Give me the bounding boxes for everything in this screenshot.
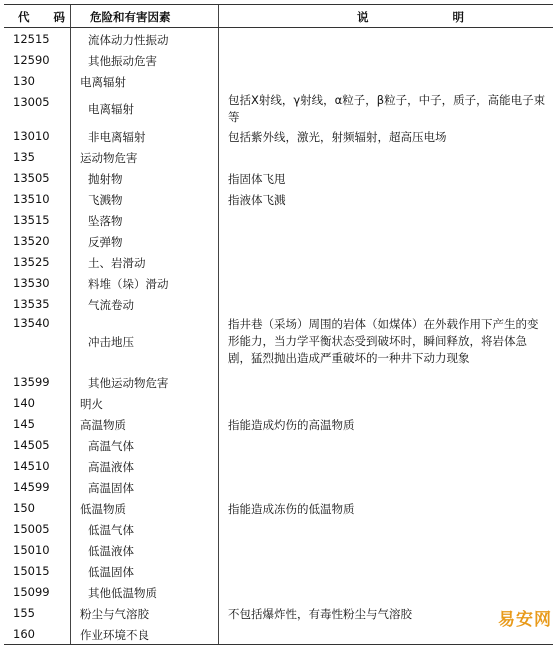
table-row bbox=[4, 392, 553, 413]
row-factor: 料堆（垛）滑动 bbox=[88, 277, 169, 291]
table-row bbox=[4, 125, 553, 146]
row-description: 不包括爆炸性，有毒性粉尘与气溶胶 bbox=[228, 607, 412, 621]
row-factor: 低温液体 bbox=[88, 544, 134, 558]
row-factor: 反弹物 bbox=[88, 235, 123, 249]
row-code: 13530 bbox=[13, 276, 50, 290]
row-code: 15099 bbox=[13, 585, 50, 599]
row-factor: 运动物危害 bbox=[80, 151, 138, 165]
row-factor: 其他低温物质 bbox=[88, 586, 157, 600]
row-factor: 低温固体 bbox=[88, 565, 134, 579]
row-factor: 高温物质 bbox=[80, 418, 126, 432]
row-factor: 飞溅物 bbox=[88, 193, 123, 207]
table-row bbox=[4, 560, 553, 581]
table-row bbox=[4, 623, 553, 644]
table-row bbox=[4, 293, 553, 314]
table-row bbox=[4, 209, 553, 230]
table-row bbox=[4, 539, 553, 560]
row-factor: 其他运动物危害 bbox=[88, 376, 169, 390]
row-code: 155 bbox=[13, 606, 35, 620]
table-row bbox=[4, 497, 553, 518]
table-row bbox=[4, 371, 553, 392]
table-row bbox=[4, 230, 553, 251]
row-description: 指液体飞溅 bbox=[228, 193, 286, 207]
row-factor: 作业环境不良 bbox=[80, 628, 149, 642]
row-code: 145 bbox=[13, 417, 35, 431]
table-row bbox=[4, 518, 553, 539]
row-code: 14510 bbox=[13, 459, 50, 473]
table-row bbox=[4, 602, 553, 623]
header-factor: 危险和有害因素 bbox=[90, 10, 171, 24]
table-row bbox=[4, 167, 553, 188]
row-factor: 明火 bbox=[80, 397, 103, 411]
row-code: 13535 bbox=[13, 297, 50, 311]
row-code: 13599 bbox=[13, 375, 50, 389]
row-code: 12515 bbox=[13, 32, 50, 46]
row-factor: 高温固体 bbox=[88, 481, 134, 495]
row-code: 140 bbox=[13, 396, 35, 410]
header-code: 代 码 bbox=[18, 10, 76, 24]
row-code: 150 bbox=[13, 501, 35, 515]
table-row bbox=[4, 272, 553, 293]
row-code: 13505 bbox=[13, 171, 50, 185]
row-factor: 坠落物 bbox=[88, 214, 123, 228]
row-code: 13520 bbox=[13, 234, 50, 248]
watermark-logo: 易安网 bbox=[498, 610, 552, 630]
table-row bbox=[4, 314, 553, 371]
row-factor: 冲击地压 bbox=[88, 335, 134, 349]
row-description: 指井巷（采场）周围的岩体（如煤体）在外载作用下产生的变形能力，当力学平衡状态受到破坏时，瞬间释放，将岩体急剧，猛烈抛出造成严重破坏的一种井下动力现象 bbox=[228, 317, 539, 365]
row-factor: 其他振动危害 bbox=[88, 54, 157, 68]
table-row bbox=[4, 251, 553, 272]
row-description: 包括紫外线，激光，射频辐射，超高压电场 bbox=[228, 130, 447, 144]
row-code: 160 bbox=[13, 627, 35, 641]
table-row bbox=[4, 188, 553, 209]
row-factor: 非电离辐射 bbox=[88, 130, 146, 144]
table-row bbox=[4, 91, 553, 125]
row-factor: 高温气体 bbox=[88, 439, 134, 453]
table-row bbox=[4, 413, 553, 434]
table-row bbox=[4, 476, 553, 497]
table-row bbox=[4, 70, 553, 91]
row-factor: 粉尘与气溶胶 bbox=[80, 607, 149, 621]
table-row bbox=[4, 28, 553, 49]
row-factor: 电离辐射 bbox=[80, 75, 126, 89]
row-factor: 流体动力性振动 bbox=[88, 33, 169, 47]
row-code: 13005 bbox=[13, 95, 50, 109]
hazard-table bbox=[4, 4, 553, 645]
row-code: 14505 bbox=[13, 438, 50, 452]
row-code: 13540 bbox=[13, 316, 50, 330]
row-code: 15015 bbox=[13, 564, 50, 578]
row-code: 14599 bbox=[13, 480, 50, 494]
row-code: 12590 bbox=[13, 53, 50, 67]
table-row bbox=[4, 581, 553, 602]
row-code: 15010 bbox=[13, 543, 50, 557]
table-row bbox=[4, 146, 553, 167]
row-code: 13515 bbox=[13, 213, 50, 227]
header-description: 说 明 bbox=[357, 10, 505, 24]
row-code: 13010 bbox=[13, 129, 50, 143]
row-description: 指能造成灼伤的高温物质 bbox=[228, 418, 355, 432]
row-factor: 低温气体 bbox=[88, 523, 134, 537]
row-code: 13525 bbox=[13, 255, 50, 269]
table-row bbox=[4, 434, 553, 455]
row-code: 15005 bbox=[13, 522, 50, 536]
table-body bbox=[4, 28, 553, 644]
row-description: 指固体飞甩 bbox=[228, 172, 286, 186]
row-factor: 高温液体 bbox=[88, 460, 134, 474]
row-factor: 电离辐射 bbox=[88, 102, 134, 116]
row-factor: 气流卷动 bbox=[88, 298, 134, 312]
row-description: 指能造成冻伤的低温物质 bbox=[228, 502, 355, 516]
row-code: 130 bbox=[13, 74, 35, 88]
row-factor: 低温物质 bbox=[80, 502, 126, 516]
row-factor: 土、岩滑动 bbox=[88, 256, 146, 270]
row-code: 135 bbox=[13, 150, 35, 164]
row-factor: 抛射物 bbox=[88, 172, 123, 186]
table-header bbox=[4, 5, 553, 28]
table-row bbox=[4, 455, 553, 476]
table-row bbox=[4, 49, 553, 70]
row-code: 13510 bbox=[13, 192, 50, 206]
row-description: 包括X射线，γ射线，α粒子，β粒子，中子，质子，高能电子束等 bbox=[228, 93, 546, 124]
